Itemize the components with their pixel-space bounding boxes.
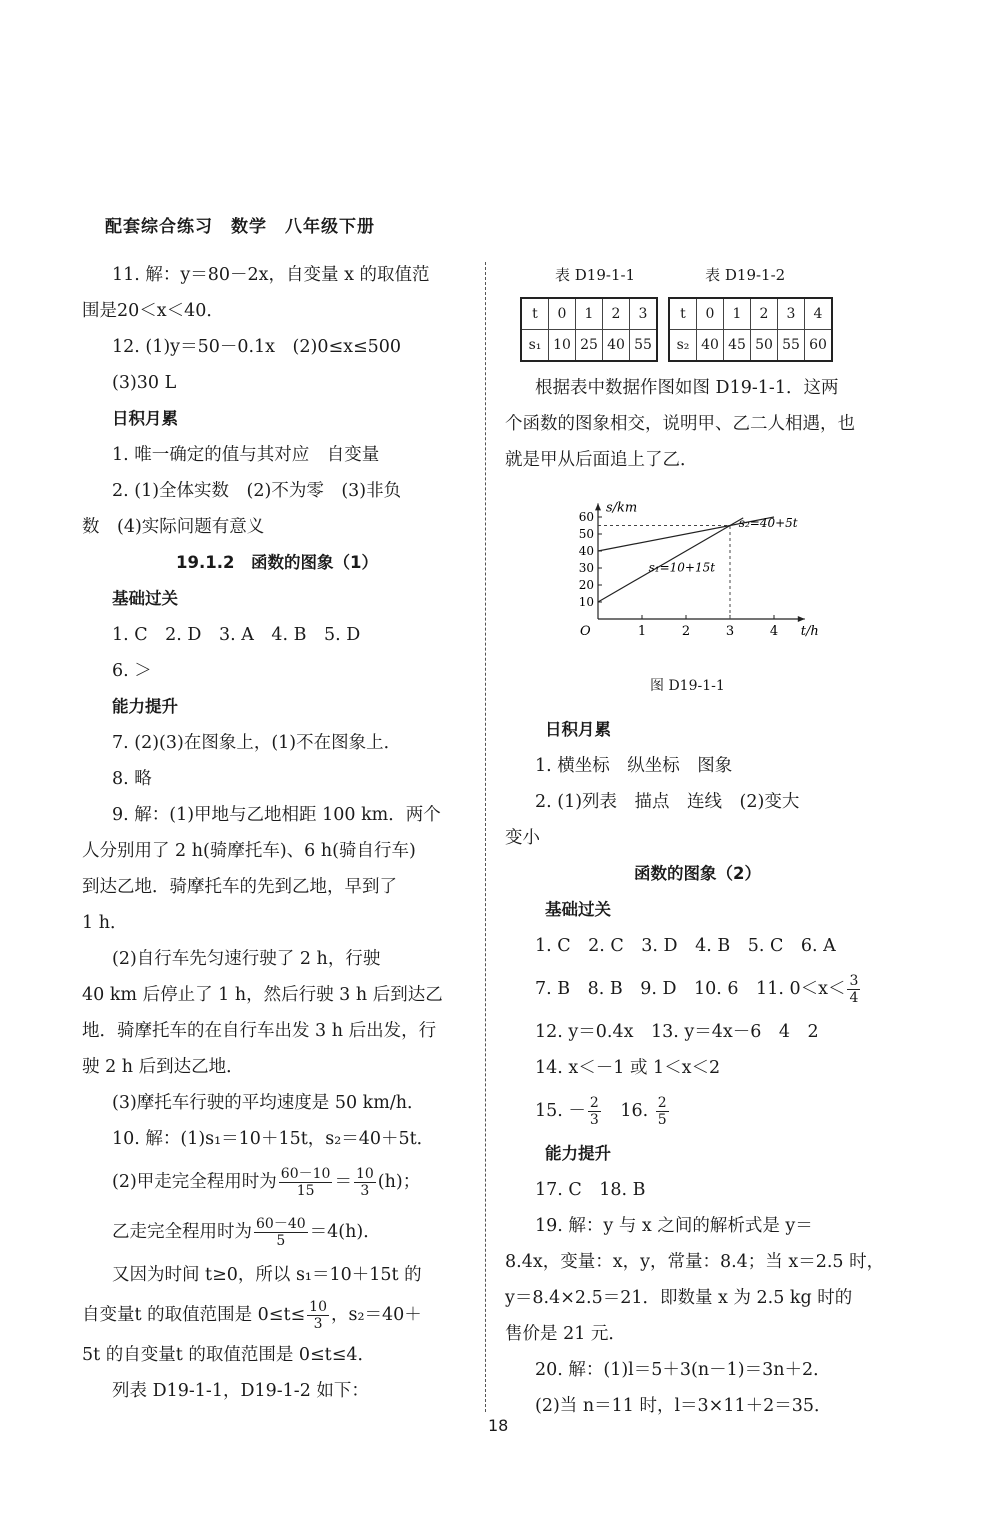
chart-container xyxy=(570,484,890,662)
q10-text: ，s₂＝40＋ xyxy=(330,1305,422,1325)
series-label: s₁=10+15t xyxy=(648,560,716,575)
para-line: 就是甲从后面追上了乙． xyxy=(505,450,698,470)
y-tick-label: 20 xyxy=(578,578,594,592)
q10-line: 10. 解：(1)s₁＝10＋15t，s₂＝40＋5t． xyxy=(112,1129,435,1149)
table-cell: s₂ xyxy=(669,330,697,362)
fraction: $\frac{2}{3}$ xyxy=(589,1095,599,1128)
table-cell: 50 xyxy=(751,330,778,362)
q9-line: 驶 2 h 后到达乙地． xyxy=(82,1057,244,1077)
q9-line: (2)自行车先匀速行驶了 2 h，行驶 xyxy=(112,949,381,969)
x-axis-arrow xyxy=(798,616,805,622)
q10-line: 又因为时间 t≥0，所以 s₁＝10＋15t 的 xyxy=(112,1265,422,1285)
table-row xyxy=(521,330,657,362)
section-title-nlts: 能力提升 xyxy=(112,697,178,716)
right-column xyxy=(505,257,890,1424)
q9-line: 40 km 后停止了 1 h，然后行驶 3 h 后到达乙 xyxy=(82,985,443,1005)
x-tick-label: 2 xyxy=(681,624,691,639)
jcgg-line: 1. C 2. D 3. A 4. B 5. D xyxy=(112,625,361,645)
section-title-jcgg: 基础过关 xyxy=(545,900,611,919)
x-tick-label: 4 xyxy=(769,624,779,639)
q10-text: (h)； xyxy=(377,1172,421,1192)
jcgg-text: 7. B 8. B 9. D 10. 6 11. 0＜x＜ xyxy=(535,979,846,999)
q11-line: 11. 解：y＝80－2x，自变量 x 的取值范 xyxy=(112,265,430,285)
table-cell: 1 xyxy=(724,298,751,330)
table-cell: 55 xyxy=(778,330,805,362)
y-tick-label: 10 xyxy=(578,595,594,609)
q8-line: 8. 略 xyxy=(112,769,152,789)
q7-line: 7. (2)(3)在图象上，(1)不在图象上． xyxy=(112,733,402,753)
table-cell: 4 xyxy=(805,298,833,330)
equals-sign: ＝ xyxy=(334,1172,352,1192)
q19-line: 售价是 21 元． xyxy=(505,1324,626,1344)
table-cell: 2 xyxy=(603,298,630,330)
q9-line: 9. 解：(1)甲地与乙地相距 100 km．两个 xyxy=(112,805,441,825)
table-cell: 40 xyxy=(697,330,724,362)
table-row xyxy=(521,298,657,330)
q10-text: ＝4(h)． xyxy=(309,1222,381,1242)
q20-line: 20. 解：(1)l＝5＋3(n－1)＝3n＋2． xyxy=(535,1360,831,1380)
section-title-rjyl: 日积月累 xyxy=(545,720,611,739)
subsection-title: 函数的图象（2） xyxy=(634,864,761,883)
y-tick-label: 30 xyxy=(578,561,594,575)
fraction: $\frac{2}{5}$ xyxy=(657,1095,667,1128)
rjyl-line: 1. 唯一确定的值与其对应 自变量 xyxy=(112,445,380,465)
left-column xyxy=(82,257,472,1409)
table-row xyxy=(669,298,832,330)
q10-text: (2)甲走完全程用时为 xyxy=(112,1172,277,1192)
table-cell: 0 xyxy=(549,298,576,330)
jcgg-line: 14. x＜－1 或 1＜x＜2 xyxy=(535,1058,721,1078)
jcgg-line xyxy=(505,1086,890,1136)
q19-line: 8.4x，变量：x，y，常量：8.4；当 x＝2.5 时， xyxy=(505,1252,885,1272)
q19-line: 19. 解：y 与 x 之间的解析式是 y＝ xyxy=(535,1216,813,1236)
q9-line: 地．骑摩托车的在自行车出发 3 h 后出发，行 xyxy=(82,1021,437,1041)
q10-line: 5t 的自变量t 的取值范围是 0≤t≤4． xyxy=(82,1345,376,1365)
tables-row xyxy=(505,297,890,362)
table-cell: 2 xyxy=(751,298,778,330)
origin-label: O xyxy=(580,624,591,639)
series-label: s₂=40+5t xyxy=(738,516,798,531)
q10-text: 自变量t 的取值范围是 0≤t≤ xyxy=(82,1305,306,1325)
page-header: 配套综合练习 数学 八年级下册 xyxy=(105,217,375,237)
q9-line: 到达乙地．骑摩托车的先到乙地，早到了 xyxy=(82,877,397,897)
figure-caption: 图 D19-1-1 xyxy=(650,678,725,694)
table1-caption: 表 D19-1-1 xyxy=(555,266,636,284)
column-divider xyxy=(485,262,486,1412)
table-cell: 0 xyxy=(697,298,724,330)
fraction: $\frac{10}{3}$ xyxy=(309,1299,327,1332)
q16-text: 16. xyxy=(602,1101,654,1121)
rjyl-line: 数 (4)实际问题有意义 xyxy=(82,517,265,537)
table-d19-1-2 xyxy=(668,297,833,362)
q12-line: 12. (1)y＝50－0.1x (2)0≤x≤500 xyxy=(112,337,402,357)
x-tick-label: 1 xyxy=(637,624,647,639)
q12-line: (3)30 L xyxy=(112,373,177,393)
jcgg-line: 1. C 2. C 3. D 4. B 5. C 6. A xyxy=(535,936,836,956)
q17-line: 17. C 18. B xyxy=(535,1180,646,1200)
y-axis-arrow xyxy=(595,503,601,510)
para-line: 根据表中数据作图如图 D19-1-1．这两 xyxy=(535,378,839,398)
table-d19-1-1 xyxy=(520,297,658,362)
jcgg-line xyxy=(505,964,890,1014)
q19-line: y＝8.4×2.5＝21．即数量 x 为 2.5 kg 时的 xyxy=(505,1288,853,1308)
jcgg-line: 6. ＞ xyxy=(112,661,152,681)
rjyl-line: 1. 横坐标 纵坐标 图象 xyxy=(535,756,733,776)
table-cell: t xyxy=(669,298,697,330)
table-cell: 3 xyxy=(630,298,658,330)
q10-line xyxy=(82,1157,472,1207)
q9-line: 人分别用了 2 h(骑摩托车)、6 h(骑自行车) xyxy=(82,841,416,861)
table2-caption: 表 D19-1-2 xyxy=(705,266,786,284)
table-cell: 45 xyxy=(724,330,751,362)
table-captions xyxy=(505,257,890,293)
table-cell: t xyxy=(521,298,549,330)
subsection-title: 19.1.2 函数的图象（1） xyxy=(176,553,378,572)
y-tick-label: 50 xyxy=(578,527,594,541)
q10-text: 乙走完全程用时为 xyxy=(112,1222,252,1242)
table-row xyxy=(669,330,832,362)
line-chart xyxy=(570,484,830,649)
q10-line xyxy=(82,1293,472,1337)
section-title-rjyl: 日积月累 xyxy=(112,409,178,428)
jcgg-line: 12. y＝0.4x 13. y＝4x－6 4 2 xyxy=(535,1022,819,1042)
table-cell: 1 xyxy=(576,298,603,330)
q9-line: (3)摩托车行驶的平均速度是 50 km/h． xyxy=(112,1093,425,1113)
table-cell: 60 xyxy=(805,330,833,362)
fraction: $\frac{60-10}{15}$ xyxy=(280,1166,331,1199)
q20-line: (2)当 n＝11 时，l＝3×11＋2＝35． xyxy=(535,1396,832,1416)
x-tick-label: 3 xyxy=(725,624,735,639)
table-cell: 10 xyxy=(549,330,576,362)
x-axis-label: t/h xyxy=(800,624,819,639)
q11-line: 围是20＜x＜40． xyxy=(82,301,224,321)
q10-line xyxy=(82,1207,472,1257)
table-cell: 25 xyxy=(576,330,603,362)
y-axis-label: s/km xyxy=(606,500,638,516)
fraction: $\frac{3}{4}$ xyxy=(849,973,859,1006)
section-title-jcgg: 基础过关 xyxy=(112,589,178,608)
table-cell: s₁ xyxy=(521,330,549,362)
rjyl-line: 2. (1)全体实数 (2)不为零 (3)非负 xyxy=(112,481,402,501)
rjyl-line: 变小 xyxy=(505,828,540,848)
q9-line: 1 h． xyxy=(82,913,128,933)
rjyl-line: 2. (1)列表 描点 连线 (2)变大 xyxy=(535,792,800,812)
fraction: $\frac{10}{3}$ xyxy=(355,1166,374,1199)
y-tick-label: 40 xyxy=(578,544,594,558)
q10-line: 列表 D19-1-1，D19-1-2 如下： xyxy=(112,1381,369,1401)
section-title-nlts: 能力提升 xyxy=(545,1144,611,1163)
table-cell: 3 xyxy=(778,298,805,330)
y-tick-label: 60 xyxy=(578,510,594,524)
table-cell: 40 xyxy=(603,330,630,362)
table-cell: 55 xyxy=(630,330,658,362)
para-line: 个函数的图象相交，说明甲、乙二人相遇，也 xyxy=(505,414,855,434)
fraction: $\frac{60-40}{5}$ xyxy=(256,1216,306,1249)
page-number: 18 xyxy=(488,1416,509,1435)
q15-text: 15. － xyxy=(535,1101,586,1121)
